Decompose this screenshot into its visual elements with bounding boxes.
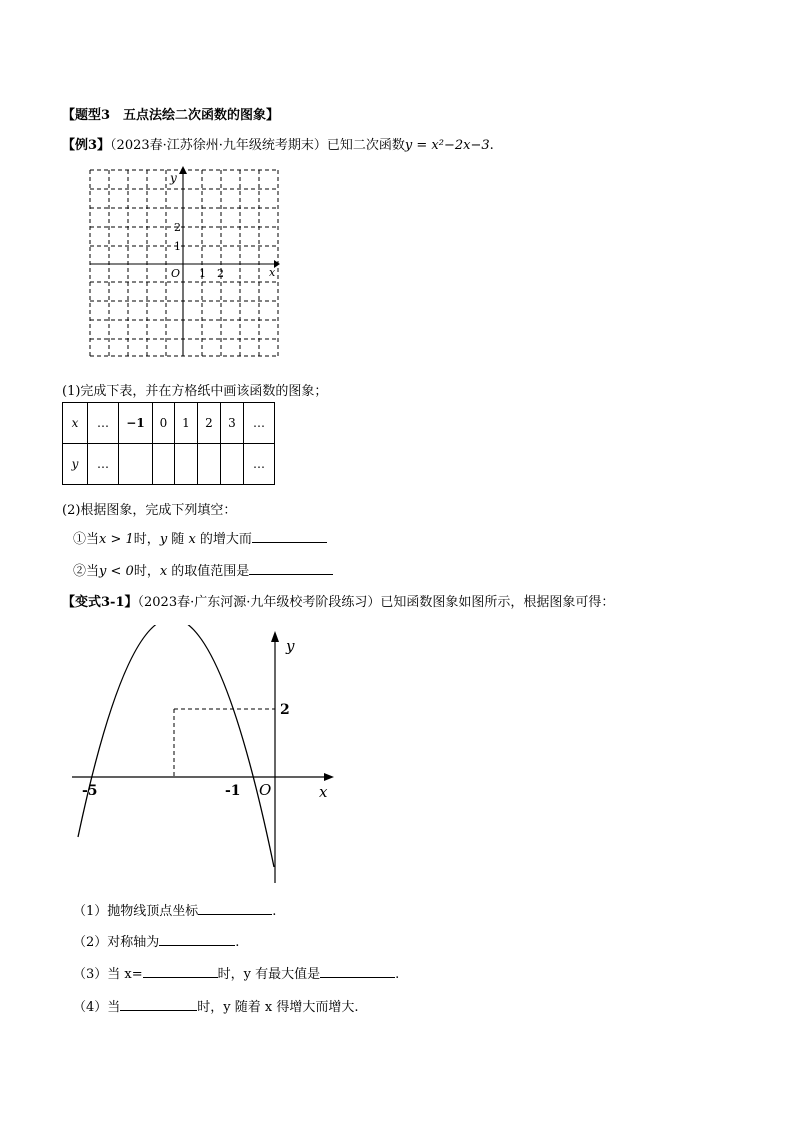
parabola-curve: [78, 625, 274, 867]
table-row-x: [63, 403, 275, 444]
parabola-figure: [62, 625, 342, 890]
question-2-text: (2)根据图象，完成下列填空：: [62, 503, 237, 518]
vq3-number: （3）: [73, 967, 108, 982]
vq1-after: .: [272, 904, 277, 919]
label-neg1: -1: [225, 783, 241, 799]
grid-origin-label: O: [171, 267, 181, 280]
section-header: 【题型3 五点法绘二次函数的图象】: [62, 108, 280, 123]
q2-2-before: 当: [86, 564, 100, 579]
vq1-number: （1）: [73, 904, 108, 919]
variant-text: 已知函数图象如图所示，根据图象可得：: [380, 595, 615, 610]
example-text: 已知二次函数: [326, 138, 405, 153]
grid-y-tick-2: 2: [174, 221, 181, 234]
answer-blank[interactable]: [159, 932, 235, 946]
variant-source: （2023春·广东河源·九年级校考阶段练习）: [137, 595, 381, 610]
parabola-origin-label: O: [259, 781, 272, 799]
variant-label: 【变式3-1】: [62, 595, 138, 610]
variant-question-1: [73, 900, 276, 919]
table-cell: …: [88, 403, 119, 444]
vq4-mid: 时，y 随着 x 得增大而增大.: [197, 1000, 359, 1015]
q2-1-before: 当: [86, 532, 100, 547]
variant-question-3: [73, 963, 399, 982]
example-source: （2023春·江苏徐州·九年级统考期末）: [110, 138, 327, 153]
grid-y-label: y: [170, 171, 177, 185]
table-cell-blank[interactable]: [153, 444, 175, 485]
answer-blank[interactable]: [120, 997, 197, 1011]
table-cell-blank[interactable]: [221, 444, 244, 485]
q2-1-number: ①: [73, 532, 87, 547]
q2-1-mid: 时，: [133, 532, 160, 547]
parabola-y-label: y: [286, 637, 295, 655]
values-table: [62, 402, 275, 485]
grid-lines: [90, 170, 278, 356]
table-cell: y: [63, 444, 88, 485]
vq2-after: .: [235, 935, 240, 950]
answer-blank[interactable]: [252, 529, 327, 543]
table-cell-blank[interactable]: [198, 444, 221, 485]
x-axis-arrow: [324, 773, 334, 781]
vq4-text: 当: [107, 1000, 121, 1015]
vq1-text: 抛物线顶点坐标: [107, 904, 199, 919]
q2-2-mid: 时，: [133, 564, 160, 579]
q2-2-number: ②: [73, 564, 87, 579]
parabola-x-label: x: [319, 783, 328, 801]
vq4-number: （4）: [73, 1000, 108, 1015]
function-equation: y = x²−2x−3: [404, 138, 490, 153]
q2-1-condition: x > 1: [99, 532, 134, 547]
table-cell: …: [244, 444, 275, 485]
table-cell: …: [244, 403, 275, 444]
vq3-text: 当 x=: [107, 967, 143, 982]
vq3-after: .: [395, 967, 400, 982]
grid-figure: [84, 164, 284, 364]
y-axis-arrow: [179, 166, 187, 174]
vq3-mid: 时，y 有最大值是: [217, 967, 321, 982]
table-cell-blank[interactable]: [175, 444, 198, 485]
table-cell: x: [63, 403, 88, 444]
example-label: 【例3】: [62, 138, 111, 153]
q2-2-condition: y < 0: [99, 564, 134, 579]
question-2-2: [73, 560, 333, 579]
vq2-number: （2）: [73, 935, 108, 950]
variant-question-4: [73, 996, 359, 1015]
variant-3-1-statement: [62, 591, 614, 610]
table-cell: 1: [175, 403, 198, 444]
q2-2-var-x: x: [159, 564, 168, 579]
q2-1-var-x: x: [188, 532, 196, 547]
answer-blank[interactable]: [320, 964, 395, 978]
table-row-y: [63, 444, 275, 485]
question-1-text: (1)完成下表，并在方格纸中画该函数的图象；: [62, 384, 328, 399]
answer-blank[interactable]: [143, 964, 218, 978]
table-cell: 3: [221, 403, 244, 444]
grid-y-tick-1: 1: [174, 240, 181, 253]
q2-1-var-y: y: [159, 532, 168, 547]
grid-x-tick-1: 1: [199, 267, 206, 280]
y-axis-arrow: [271, 631, 279, 642]
grid-x-label: x: [269, 266, 276, 279]
q2-1-text2: 的增大而: [195, 532, 252, 547]
table-cell-blank[interactable]: [119, 444, 153, 485]
example-3-statement: [62, 134, 494, 153]
q2-1-text1: 随: [167, 532, 189, 547]
answer-blank[interactable]: [198, 901, 272, 915]
label-neg5: -5: [82, 783, 98, 799]
grid-x-tick-2: 2: [217, 267, 224, 280]
vq2-text: 对称轴为: [107, 935, 160, 950]
table-cell: …: [88, 444, 119, 485]
q2-2-text: 的取值范围是: [167, 564, 250, 579]
question-2-1: [73, 528, 327, 547]
example-end: .: [489, 138, 494, 153]
variant-question-2: [73, 931, 239, 950]
table-cell: 0: [153, 403, 175, 444]
label-2: 2: [280, 702, 290, 718]
table-cell: −1: [119, 403, 153, 444]
answer-blank[interactable]: [249, 561, 333, 575]
table-cell: 2: [198, 403, 221, 444]
